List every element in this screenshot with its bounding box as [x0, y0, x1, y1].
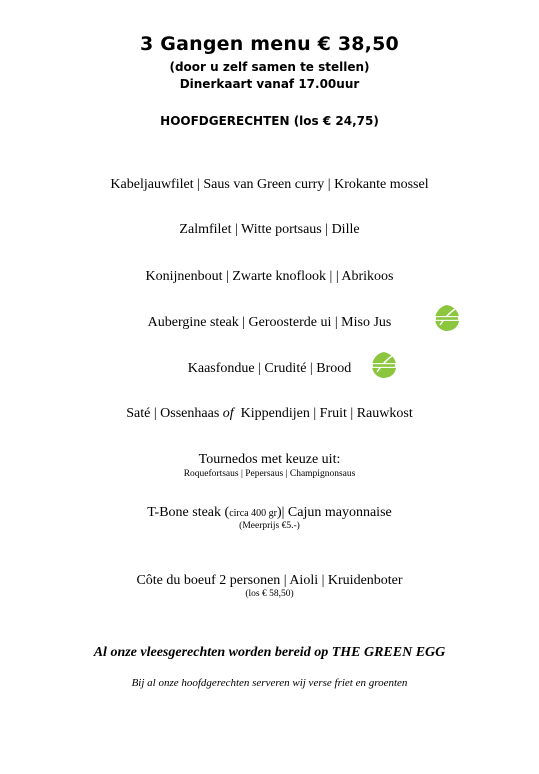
dish-sate	[0, 406, 539, 422]
dish-sate-part1: Saté | Ossenhaas	[126, 406, 223, 421]
dish-sate-part2: Kippendijen | Fruit | Rauwkost	[233, 406, 413, 421]
dish-kabeljauwfilet: Kabeljauwfilet | Saus van Green curry | Krokante mossel	[110, 177, 429, 192]
dish-cote-du-boeuf: Côte du boeuf 2 personen | Aioli | Kruidenboter	[136, 573, 403, 588]
footer-sides: Bij al onze hoofdgerechten serveren wij verse friet en groenten	[131, 677, 408, 689]
dish-tournedos-sauces: Roquefortsaus | Pepersaus | Champignonsaus	[183, 469, 356, 479]
dish-sate-or: of	[222, 406, 234, 421]
vegetarian-leaf-icon	[432, 303, 462, 333]
dish-t-bone-surcharge: (Meerprijs €5.-)	[239, 521, 300, 531]
menu-subtitle: (door u zelf samen te stellen)	[169, 60, 370, 74]
dish-kaasfondue: Kaasfondue | Crudité | Brood	[187, 361, 352, 376]
dish-t-bone	[0, 505, 539, 521]
dinner-time: Dinerkaart vanaf 17.00uur	[179, 77, 360, 91]
dish-aubergine-steak: Aubergine steak | Geroosterde ui | Miso Jus	[147, 315, 392, 330]
dish-t-bone-part2: )| Cajun mayonnaise	[276, 505, 392, 520]
dish-konijnenbout: Konijnenbout | Zwarte knoflook | | Abrikoos	[145, 269, 394, 284]
dish-t-bone-part1: T-Bone steak (	[147, 505, 230, 520]
dish-cote-du-boeuf-price: (los € 58,50)	[245, 589, 294, 599]
dish-tournedos: Tournedos met keuze uit:	[198, 452, 341, 467]
vegetarian-leaf-icon	[369, 350, 399, 380]
section-title: HOOFDGERECHTEN (los € 24,75)	[160, 114, 379, 128]
vegetarian-leaf-icon-band-inner	[436, 317, 458, 320]
menu-title: 3 Gangen menu € 38,50	[140, 33, 399, 55]
dish-zalmfilet: Zalmfilet | Witte portsaus | Dille	[179, 222, 360, 237]
dish-t-bone-weight: circa 400 gr	[229, 508, 277, 519]
vegetarian-leaf-icon-band-inner	[373, 364, 395, 367]
footer-green-egg: Al onze vleesgerechten worden bereid op THE GREEN EGG	[93, 645, 446, 660]
